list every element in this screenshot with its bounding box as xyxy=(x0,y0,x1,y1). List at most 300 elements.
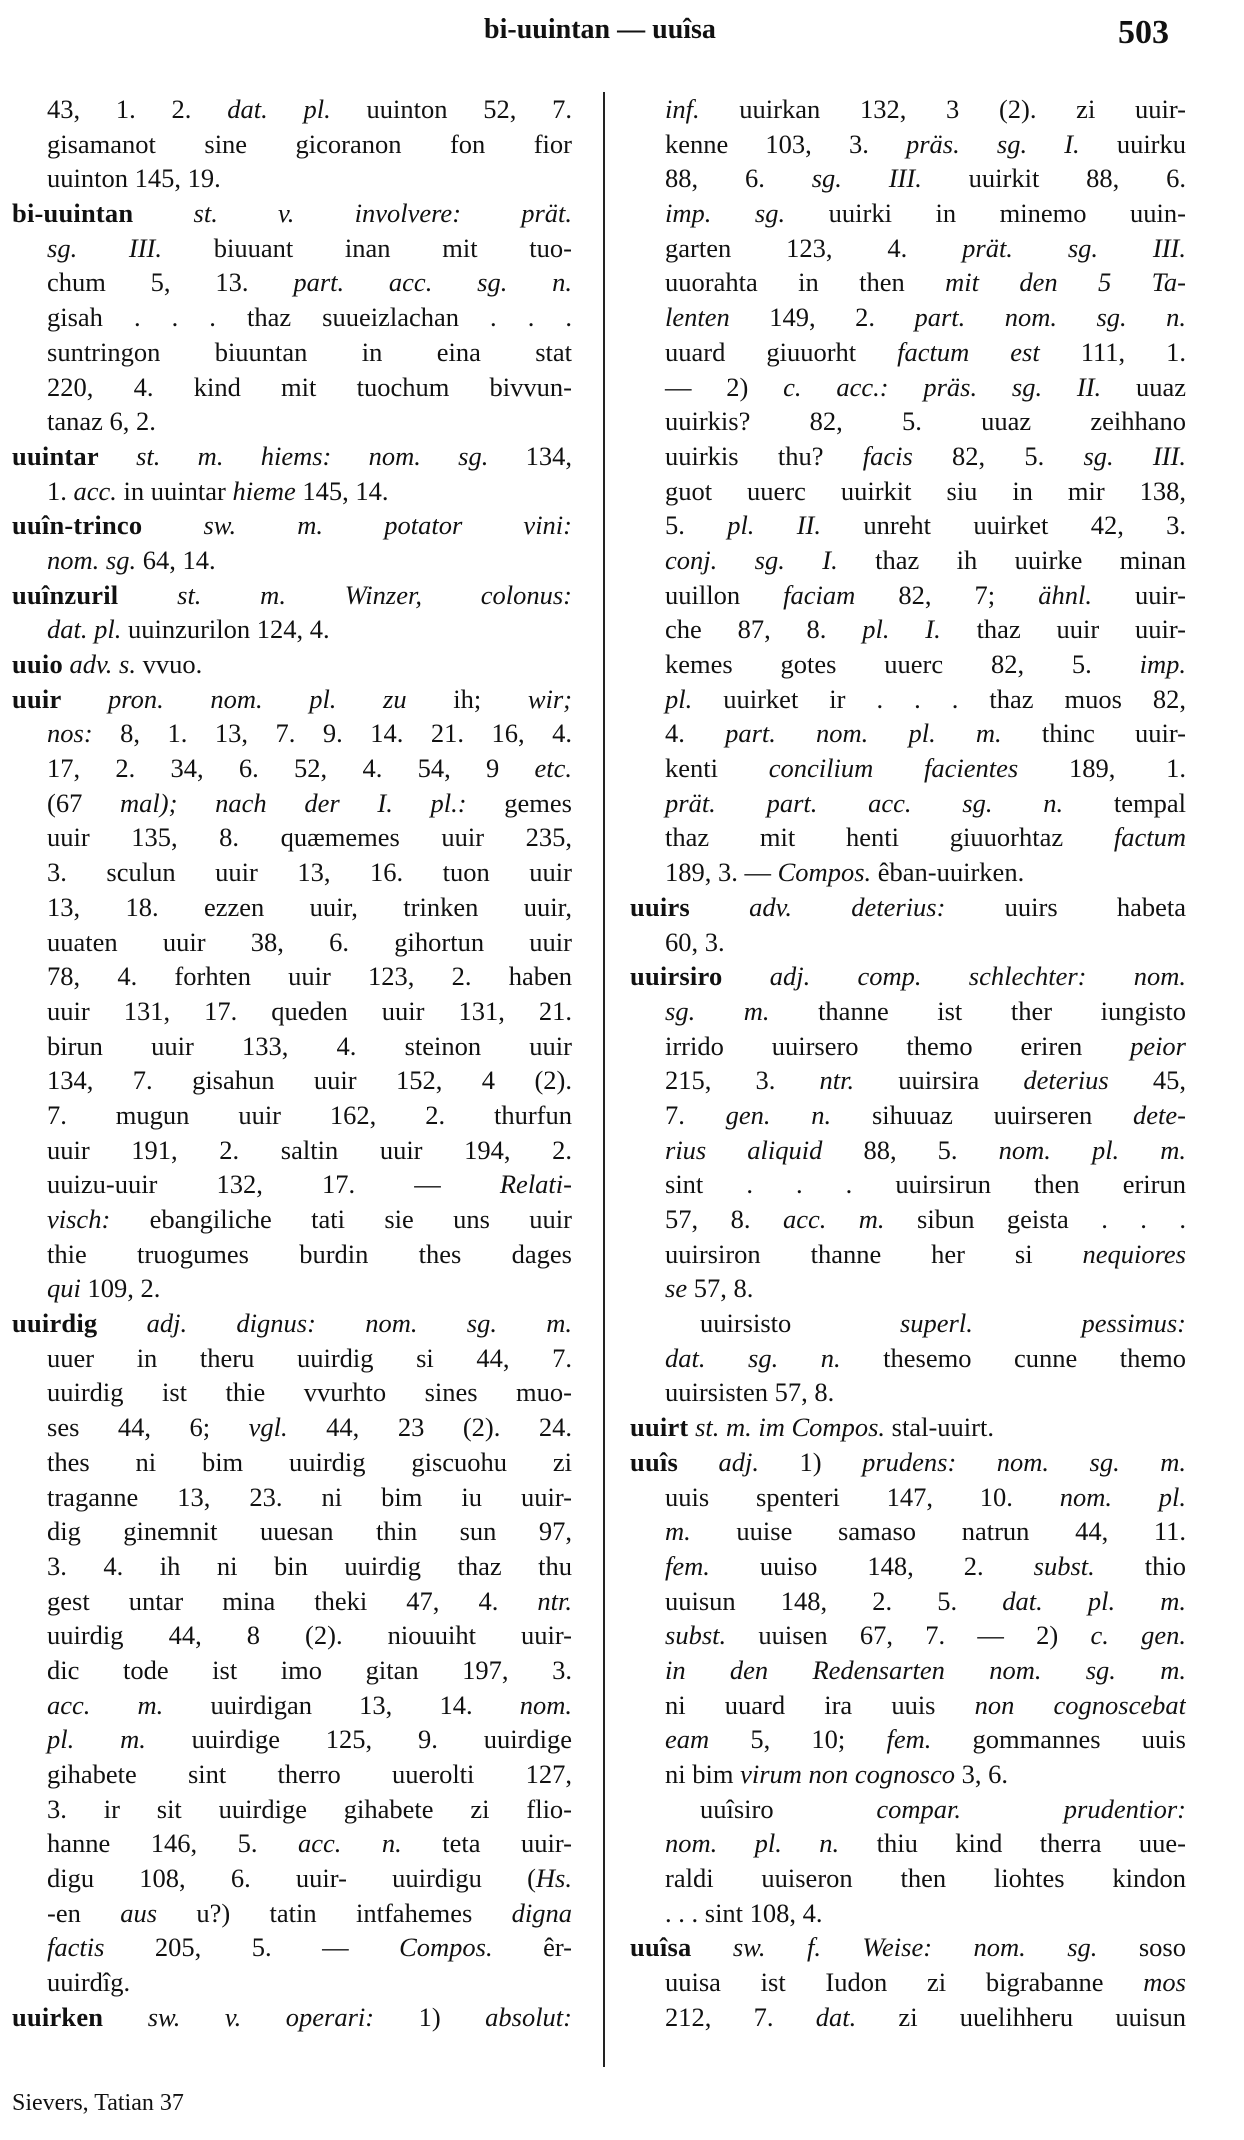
headword: uuintar xyxy=(12,440,99,471)
text-segment: 1) xyxy=(758,1446,863,1477)
text-segment: sint . . . uuirsirun then erirun xyxy=(665,1169,1186,1200)
text-segment: stal-uuirt. xyxy=(885,1412,994,1443)
text-line xyxy=(630,1202,1186,1237)
headword: bi-uuintan xyxy=(12,198,134,229)
text-segment: . . . sint 108, 4. xyxy=(665,1897,823,1928)
entry-first-line xyxy=(12,439,572,474)
text-segment: 149, 2. xyxy=(729,302,915,333)
text-segment: soso xyxy=(1097,1932,1186,1963)
text-segment: uuirsisto xyxy=(700,1308,900,1339)
text-line xyxy=(12,543,572,578)
grammar-annotation: dat. xyxy=(815,2001,857,2032)
text-segment: traganne 13, 23. ni bim iu uuir- xyxy=(47,1481,572,1512)
text-line xyxy=(630,820,1186,855)
entry-first-line xyxy=(12,578,572,613)
text-segment: uuaz xyxy=(1101,371,1186,402)
text-line xyxy=(12,1133,572,1168)
text-line xyxy=(12,1202,572,1237)
text-line xyxy=(630,508,1186,543)
grammar-annotation: sg. m. xyxy=(665,995,770,1026)
text-segment: uuizu-uuir 132, 17. — xyxy=(47,1169,500,1200)
grammar-annotation: sw. f. Weise: nom. sg. xyxy=(732,1932,1098,1963)
text-segment: 45, xyxy=(1108,1065,1186,1096)
text-segment: uuirku xyxy=(1079,128,1186,159)
grammar-annotation: ähnl. xyxy=(1038,579,1092,610)
text-segment: uuirkit 88, 6. xyxy=(921,163,1186,194)
text-line xyxy=(12,404,572,439)
text-segment: 215, 3. xyxy=(665,1065,820,1096)
text-segment xyxy=(97,1308,146,1338)
text-segment: uuis spenteri 147, 10. xyxy=(665,1481,1060,1512)
text-line xyxy=(630,855,1186,890)
text-segment xyxy=(61,684,108,714)
text-segment: uuise samaso natrun 44, 11. xyxy=(690,1516,1186,1547)
grammar-annotation: st. v. involvere: prät. xyxy=(193,198,572,229)
grammar-annotation: nom. pl. n. xyxy=(665,1828,840,1859)
text-line xyxy=(12,820,572,855)
grammar-annotation: sg. III. xyxy=(811,163,922,194)
grammar-annotation: Hs. xyxy=(535,1863,572,1894)
grammar-annotation: pl. II. xyxy=(727,510,822,541)
grammar-annotation: nom. xyxy=(519,1689,572,1720)
text-segment: 145, 14. xyxy=(295,475,389,506)
text-line xyxy=(12,300,572,335)
text-line xyxy=(12,1792,572,1827)
grammar-annotation: factum xyxy=(1113,822,1186,853)
text-segment: thanne ist ther iungisto xyxy=(769,995,1186,1026)
text-line xyxy=(630,578,1186,613)
text-line xyxy=(630,300,1186,335)
text-line xyxy=(630,474,1186,509)
text-segment xyxy=(722,961,769,991)
text-segment: 7. mugun uuir 162, 2. thurfun xyxy=(47,1099,572,1130)
entry-first-line xyxy=(630,890,1186,925)
text-segment: 134, xyxy=(488,440,572,471)
text-line xyxy=(12,1826,572,1861)
text-segment: tempal xyxy=(1063,787,1186,818)
grammar-annotation: sg. III. xyxy=(1083,440,1186,471)
text-segment: uuirdig 44, 8 (2). niouuiht uuir- xyxy=(47,1620,572,1651)
grammar-annotation: pl. m. xyxy=(47,1724,146,1755)
headword: uuio xyxy=(12,649,63,679)
headword: uuîs xyxy=(630,1446,678,1477)
text-segment: gemes xyxy=(466,787,572,818)
text-segment: 212, 7. xyxy=(665,2001,816,2032)
text-segment: ni uuard ira uuis xyxy=(665,1689,975,1720)
text-line xyxy=(630,612,1186,647)
grammar-annotation: dete- xyxy=(1133,1099,1186,1130)
grammar-annotation: subst. xyxy=(665,1620,727,1651)
text-segment: thinc uuir- xyxy=(1001,718,1186,749)
text-line xyxy=(630,1549,1186,1584)
grammar-annotation: Compos. xyxy=(399,1932,493,1963)
text-segment: hanne 146, 5. xyxy=(47,1828,299,1859)
text-line xyxy=(630,1826,1186,1861)
text-line xyxy=(12,1445,572,1480)
text-segment: garten 123, 4. xyxy=(665,232,963,263)
text-segment: uuinton 52, 7. xyxy=(330,94,572,124)
grammar-annotation: acc. m. xyxy=(782,1204,885,1234)
text-line xyxy=(12,1965,572,2000)
text-segment: gihabete sint therro uuerolti 127, xyxy=(47,1759,572,1789)
text-line xyxy=(12,161,572,196)
grammar-annotation: adj. dignus: nom. sg. m. xyxy=(146,1308,572,1339)
text-segment xyxy=(690,892,749,922)
grammar-annotation: vgl. xyxy=(248,1412,288,1443)
grammar-annotation: rius aliquid xyxy=(665,1134,823,1165)
grammar-annotation: part. acc. sg. n. xyxy=(293,267,572,298)
text-line xyxy=(12,1896,572,1931)
text-segment: gisah . . . thaz suueizlachan . . . xyxy=(47,302,572,333)
text-segment: 109, 2. xyxy=(80,1273,161,1304)
text-line xyxy=(630,1722,1186,1757)
text-segment: dic tode ist imo gitan 197, 3. xyxy=(47,1654,572,1685)
footer-signature: Sievers, Tatian 37 xyxy=(12,2090,184,2116)
text-line xyxy=(630,543,1186,578)
text-segment: thesemo cunne themo xyxy=(840,1342,1186,1373)
text-segment: thaz mit henti giuuorhtaz xyxy=(665,822,1114,853)
text-segment: 7. xyxy=(665,1099,726,1130)
grammar-annotation: st. m. im Compos. xyxy=(695,1412,886,1443)
text-line xyxy=(630,1792,1186,1827)
text-segment: sihuuaz uuirseren xyxy=(831,1099,1134,1130)
text-segment: uuirdige 125, 9. uuirdige xyxy=(145,1724,572,1755)
text-segment: gommannes uuis xyxy=(931,1724,1186,1755)
text-segment: biuuant inan mit tuo- xyxy=(162,232,572,263)
grammar-annotation: st. m. hiems: nom. sg. xyxy=(136,440,489,471)
grammar-annotation: Relati- xyxy=(499,1169,572,1200)
text-segment: sibun geista . . . xyxy=(884,1204,1186,1234)
text-line xyxy=(12,1861,572,1896)
text-line xyxy=(630,1896,1186,1931)
grammar-annotation: absolut: xyxy=(485,2001,572,2032)
text-segment: thiu kind therra uue- xyxy=(839,1828,1186,1859)
grammar-annotation: nequiores xyxy=(1082,1238,1186,1269)
text-segment: uuinton 145, 19. xyxy=(47,163,221,194)
grammar-annotation: subst. xyxy=(1033,1550,1095,1581)
text-segment: ebangiliche tati sie uns uuir xyxy=(110,1204,572,1234)
grammar-annotation: part. nom. sg. n. xyxy=(914,302,1186,333)
text-line xyxy=(12,1584,572,1619)
text-line xyxy=(630,1375,1186,1410)
entry-first-line xyxy=(630,1930,1186,1965)
text-segment: uuisun 148, 2. 5. xyxy=(665,1585,1003,1616)
grammar-annotation: imp. xyxy=(1139,649,1186,679)
text-line xyxy=(12,1063,572,1098)
grammar-annotation: acc. xyxy=(73,475,117,506)
headword: uuirt xyxy=(630,1412,689,1443)
text-segment: uuaten uuir 38, 6. gihortun uuir xyxy=(47,926,572,957)
text-segment: thes ni bim uuirdig giscuohu zi xyxy=(47,1446,572,1477)
grammar-annotation: c. acc.: präs. sg. II. xyxy=(783,371,1102,402)
text-line xyxy=(630,196,1186,231)
grammar-annotation: conj. sg. I. xyxy=(665,544,838,575)
headword: uuirken xyxy=(12,2001,104,2032)
grammar-annotation: pl. xyxy=(665,683,693,714)
grammar-annotation: fem. xyxy=(665,1550,710,1581)
grammar-annotation: compar. prudentior: xyxy=(876,1793,1186,1824)
text-segment: uuard giuuorht xyxy=(665,336,898,367)
text-segment: 78, 4. forhten uuir 123, 2. haben xyxy=(47,961,572,992)
text-line xyxy=(12,1618,572,1653)
text-line xyxy=(12,1029,572,1064)
grammar-annotation: aus xyxy=(120,1897,158,1928)
text-segment: (67 xyxy=(47,787,121,818)
text-line xyxy=(12,92,572,127)
text-line xyxy=(630,1480,1186,1515)
text-line xyxy=(630,1063,1186,1098)
text-line xyxy=(630,925,1186,960)
grammar-annotation: prudens: nom. sg. m. xyxy=(862,1446,1186,1477)
text-line xyxy=(12,1271,572,1306)
grammar-annotation: pl. I. xyxy=(862,614,941,645)
entry-first-line xyxy=(12,2000,572,2035)
text-segment: 111, 1. xyxy=(1039,336,1186,367)
grammar-annotation: peior xyxy=(1130,1030,1186,1061)
text-line xyxy=(630,2000,1186,2035)
text-line xyxy=(12,1237,572,1272)
text-line xyxy=(630,1271,1186,1306)
text-segment: uuirdig ist thie vvurhto sines muo- xyxy=(47,1377,572,1408)
text-segment xyxy=(103,2002,147,2032)
text-line xyxy=(12,1549,572,1584)
text-line xyxy=(12,1930,572,1965)
text-segment: uuer in theru uuirdig si 44, 7. xyxy=(47,1342,572,1373)
text-segment: guot uuerc uuirkit siu in mir 138, xyxy=(665,475,1186,506)
text-line xyxy=(630,1965,1186,2000)
text-segment: kenne 103, 3. xyxy=(665,128,906,159)
grammar-annotation: deterius xyxy=(1023,1065,1109,1096)
text-line xyxy=(630,716,1186,751)
text-line xyxy=(12,1688,572,1723)
text-segment: êban-uuirken. xyxy=(871,857,1025,888)
text-segment: — 2) xyxy=(665,371,784,402)
text-segment: 17, 2. 34, 6. 52, 4. 54, 9 xyxy=(47,753,535,784)
text-line xyxy=(630,1514,1186,1549)
entry-first-line xyxy=(630,959,1186,994)
text-segment: 220, 4. kind mit tuochum bivvun- xyxy=(47,371,572,402)
text-line xyxy=(12,1514,572,1549)
text-segment: dig ginemnit uuesan thin sun 97, xyxy=(47,1516,572,1547)
text-line xyxy=(630,1757,1186,1792)
text-segment: unreht uuirket 42, 3. xyxy=(821,510,1186,541)
text-line xyxy=(630,370,1186,405)
grammar-annotation: nom. pl. xyxy=(1059,1481,1186,1512)
text-line xyxy=(630,1306,1186,1341)
entry-first-line xyxy=(630,1445,1186,1480)
grammar-annotation: etc. xyxy=(534,753,572,784)
text-segment: uuirdigan 13, 14. xyxy=(163,1689,520,1720)
text-segment: u?) tatin intfahemes xyxy=(157,1897,512,1928)
headword: uuirs xyxy=(630,891,690,922)
grammar-annotation: nom. pl. m. xyxy=(998,1134,1186,1165)
page-number: 503 xyxy=(1118,14,1169,51)
grammar-annotation: visch: xyxy=(47,1204,111,1234)
grammar-annotation: st. m. Winzer, colonus: xyxy=(177,579,572,610)
text-line xyxy=(630,1653,1186,1688)
grammar-annotation: nom. sg. xyxy=(47,544,137,575)
grammar-annotation: ntr. xyxy=(537,1585,572,1616)
text-line xyxy=(12,231,572,266)
text-line xyxy=(12,1480,572,1515)
text-segment: êr- xyxy=(492,1932,572,1963)
text-segment: uuisen 67, 7. — 2) xyxy=(726,1620,1091,1651)
text-segment: in uuintar xyxy=(116,475,233,506)
text-segment: irrido uuirsero themo eriren xyxy=(665,1030,1131,1061)
grammar-annotation: hieme xyxy=(232,475,296,506)
grammar-annotation: adj. xyxy=(718,1446,759,1477)
grammar-annotation: sg. III. xyxy=(47,232,162,263)
text-segment: 3. ir sit uuirdige gihabete zi flio- xyxy=(47,1793,572,1824)
text-line xyxy=(630,994,1186,1029)
grammar-annotation: adv. deterius: xyxy=(749,891,946,922)
text-segment: uuirsiron thanne her si xyxy=(665,1238,1083,1269)
text-segment: uuir 135, 8. quæmemes uuir 235, xyxy=(47,822,572,853)
grammar-annotation: eam xyxy=(665,1724,710,1755)
text-segment: zi uuelihheru uuisun xyxy=(856,2001,1186,2032)
text-line xyxy=(12,1375,572,1410)
text-line xyxy=(630,1341,1186,1376)
text-segment: uuîsiro xyxy=(700,1793,877,1824)
text-line xyxy=(12,1167,572,1202)
text-line xyxy=(630,127,1186,162)
text-segment: thaz uuir uuir- xyxy=(940,614,1186,645)
text-segment: tanaz 6, 2. xyxy=(47,406,156,437)
grammar-annotation: factum est xyxy=(897,336,1040,367)
text-segment: uuir- xyxy=(1091,579,1186,610)
grammar-annotation: nos: xyxy=(47,718,93,749)
grammar-annotation: gen. n. xyxy=(725,1099,832,1130)
grammar-annotation: adv. s. xyxy=(69,649,136,679)
column-divider xyxy=(603,92,605,2067)
text-line xyxy=(630,751,1186,786)
grammar-annotation: c. gen. xyxy=(1090,1620,1186,1651)
text-segment: 189, 1. xyxy=(1018,753,1186,784)
text-line xyxy=(630,92,1186,127)
text-segment: 13, 18. ezzen uuir, trinken uuir, xyxy=(47,891,572,922)
text-segment: ih; xyxy=(406,683,528,714)
text-line xyxy=(12,127,572,162)
grammar-annotation: facis xyxy=(862,440,913,471)
grammar-annotation: fem. xyxy=(886,1724,932,1755)
text-segment: kenti xyxy=(665,753,769,784)
text-segment: 82, 7; xyxy=(855,579,1039,610)
text-segment: uuirs habeta xyxy=(945,891,1186,922)
grammar-annotation: ntr. xyxy=(819,1065,855,1096)
text-segment: 1) xyxy=(374,2001,486,2032)
text-segment: 82, 5. xyxy=(912,440,1084,471)
text-line xyxy=(630,404,1186,439)
text-line xyxy=(12,716,572,751)
text-segment: 3. 4. ih ni bin uuirdig thaz thu xyxy=(47,1550,572,1581)
grammar-annotation: lenten xyxy=(665,302,730,333)
grammar-annotation: acc. n. xyxy=(298,1828,402,1859)
headword: uuînzuril xyxy=(12,579,119,610)
text-segment: 60, 3. xyxy=(665,926,725,957)
headword: uuir xyxy=(12,683,62,714)
grammar-annotation: acc. m. xyxy=(47,1689,164,1720)
text-line xyxy=(630,647,1186,682)
text-line xyxy=(630,1167,1186,1202)
text-segment: chum 5, 13. xyxy=(47,267,294,298)
text-segment: 189, 3. — xyxy=(665,857,778,888)
text-segment: raldi uuiseron then liohtes kindon xyxy=(665,1863,1186,1894)
grammar-annotation: adj. comp. schlechter: nom. xyxy=(769,961,1186,992)
grammar-annotation: dat. pl. xyxy=(47,614,122,645)
text-line xyxy=(12,751,572,786)
text-line xyxy=(630,231,1186,266)
text-segment xyxy=(691,1932,732,1962)
grammar-annotation: virum non cognosco xyxy=(740,1759,956,1789)
text-line xyxy=(12,890,572,925)
text-segment: 3. sculun uuir 13, 16. tuon uuir xyxy=(47,857,572,888)
right-column xyxy=(630,92,1186,2035)
text-segment xyxy=(63,649,70,679)
text-line xyxy=(630,335,1186,370)
text-segment: 134, 7. gisahun uuir 152, 4 (2). xyxy=(47,1065,572,1096)
grammar-annotation: mit den 5 Ta- xyxy=(945,267,1186,298)
text-segment: thie truogumes burdin thes dages xyxy=(47,1238,572,1269)
entry-first-line xyxy=(630,1410,1186,1445)
grammar-annotation: Compos. xyxy=(777,857,872,888)
grammar-annotation: part. nom. pl. m. xyxy=(725,718,1002,749)
headword: uuirdig xyxy=(12,1308,98,1339)
left-column xyxy=(12,92,572,2035)
text-segment: vvuo. xyxy=(136,649,203,679)
text-segment: 205, 5. — xyxy=(104,1932,400,1963)
running-header: bi-uuintan — uuîsa xyxy=(484,14,716,45)
text-line xyxy=(12,265,572,300)
text-line xyxy=(630,1237,1186,1272)
grammar-annotation: imp. sg. xyxy=(665,198,786,229)
grammar-annotation: mal); nach der I. pl.: xyxy=(120,787,467,818)
grammar-annotation: non cognoscebat xyxy=(974,1689,1186,1720)
text-segment: uuiso 148, 2. xyxy=(709,1550,1034,1581)
text-line xyxy=(12,1757,572,1792)
text-segment: suntringon biuuntan in eina stat xyxy=(47,336,572,367)
text-segment: -en xyxy=(47,1897,121,1928)
text-line xyxy=(630,161,1186,196)
text-segment: thaz ih uuirke minan xyxy=(837,544,1186,575)
text-line xyxy=(630,1861,1186,1896)
text-segment: uuorahta in then xyxy=(665,267,946,298)
text-segment: uuirkis? 82, 5. uuaz zeihhano xyxy=(665,406,1186,437)
text-line xyxy=(630,1098,1186,1133)
text-line xyxy=(630,1584,1186,1619)
grammar-annotation: concilium facientes xyxy=(768,753,1019,784)
text-line xyxy=(12,1098,572,1133)
grammar-annotation: qui xyxy=(47,1273,81,1304)
text-line xyxy=(12,1341,572,1376)
grammar-annotation: dat. sg. n. xyxy=(665,1342,841,1373)
text-segment: uuirsisten 57, 8. xyxy=(665,1377,835,1408)
text-segment: uuirki in minemo uuin- xyxy=(785,198,1186,229)
text-line xyxy=(630,1133,1186,1168)
grammar-annotation: sw. m. potator vini: xyxy=(203,510,572,541)
text-segment: gest untar mina theki 47, 4. xyxy=(47,1585,538,1616)
text-line xyxy=(12,786,572,821)
grammar-annotation: inf. xyxy=(665,94,700,124)
text-segment: 57, 8. xyxy=(687,1273,754,1304)
grammar-annotation: dat. pl. m. xyxy=(1002,1585,1186,1616)
text-segment: uuinzurilon 124, 4. xyxy=(121,614,330,645)
text-segment: uuir 131, 17. queden uuir 131, 21. xyxy=(47,995,572,1026)
text-line xyxy=(630,1029,1186,1064)
text-segment: 1. xyxy=(47,475,74,506)
text-line xyxy=(12,855,572,890)
entry-first-line xyxy=(12,196,572,231)
text-line xyxy=(12,994,572,1029)
